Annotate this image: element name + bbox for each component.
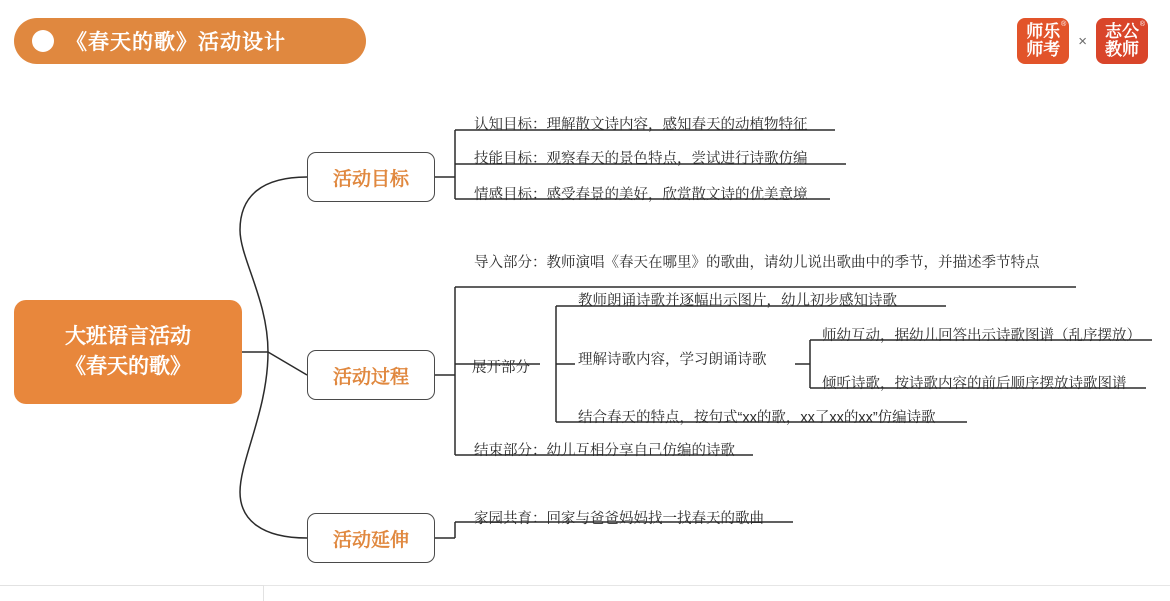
- branch-node-process: 活动过程: [307, 350, 435, 400]
- root-node-line-2: 《春天的歌》: [65, 355, 191, 378]
- leaf-develop-item-3: 结合春天的特点，按句式“xx的歌，xx了xx的xx”仿编诗歌: [578, 410, 936, 426]
- logo-line-1: 志公: [1105, 22, 1139, 42]
- leaf-develop-sub-2: 倾听诗歌，按诗歌内容的前后顺序摆放诗歌图谱: [822, 376, 1127, 392]
- root-node: [14, 300, 242, 404]
- header-title-pill: [14, 18, 366, 64]
- leaf-goal-emotion: 情感目标：感受春景的美好，欣赏散文诗的优美意境: [474, 187, 808, 203]
- leaf-extend-home: 家园共育：回家与爸爸妈妈找一找春天的歌曲: [474, 511, 764, 527]
- page-corner-artifact: [0, 585, 264, 601]
- logo-line-1: 师乐: [1026, 22, 1061, 42]
- trademark-mark: ®: [1139, 21, 1145, 28]
- leaf-goal-skill: 技能目标：观察春天的景色特点，尝试进行诗歌仿编: [474, 151, 808, 167]
- leaf-process-intro: 导入部分：教师演唱《春天在哪里》的歌曲，请幼儿说出歌曲中的季节，并描述季节特点: [474, 255, 1040, 271]
- logo-shile-shikao: [1017, 18, 1069, 64]
- leaf-develop-sub-1: 师幼互动，据幼儿回答出示诗歌图谱（乱序摆放）: [822, 328, 1141, 344]
- root-node-line-1: 大班语言活动: [65, 324, 191, 348]
- leaf-process-develop-label: 展开部分: [472, 360, 530, 376]
- brand-logo-group: [1017, 18, 1148, 64]
- trademark-mark: ®: [1061, 21, 1067, 28]
- logo-line-2: 师考: [1026, 40, 1061, 59]
- circle-icon: [32, 30, 54, 52]
- logo-zhigong-jiaoshi: [1096, 18, 1148, 64]
- page-title: 《春天的歌》活动设计: [66, 31, 286, 54]
- leaf-goal-cognitive: 认知目标：理解散文诗内容，感知春天的动植物特征: [474, 117, 808, 133]
- leaf-develop-item-1: 教师朗诵诗歌并逐幅出示图片，幼儿初步感知诗歌: [578, 293, 897, 309]
- branch-node-extend: 活动延伸: [307, 513, 435, 563]
- logo-separator-icon: ×: [1078, 32, 1087, 50]
- branch-node-goal: 活动目标: [307, 152, 435, 202]
- leaf-process-end: 结束部分：幼儿互相分享自己仿编的诗歌: [474, 443, 735, 459]
- leaf-develop-item-2: 理解诗歌内容，学习朗诵诗歌: [578, 352, 767, 368]
- logo-line-2: 教师: [1105, 40, 1139, 59]
